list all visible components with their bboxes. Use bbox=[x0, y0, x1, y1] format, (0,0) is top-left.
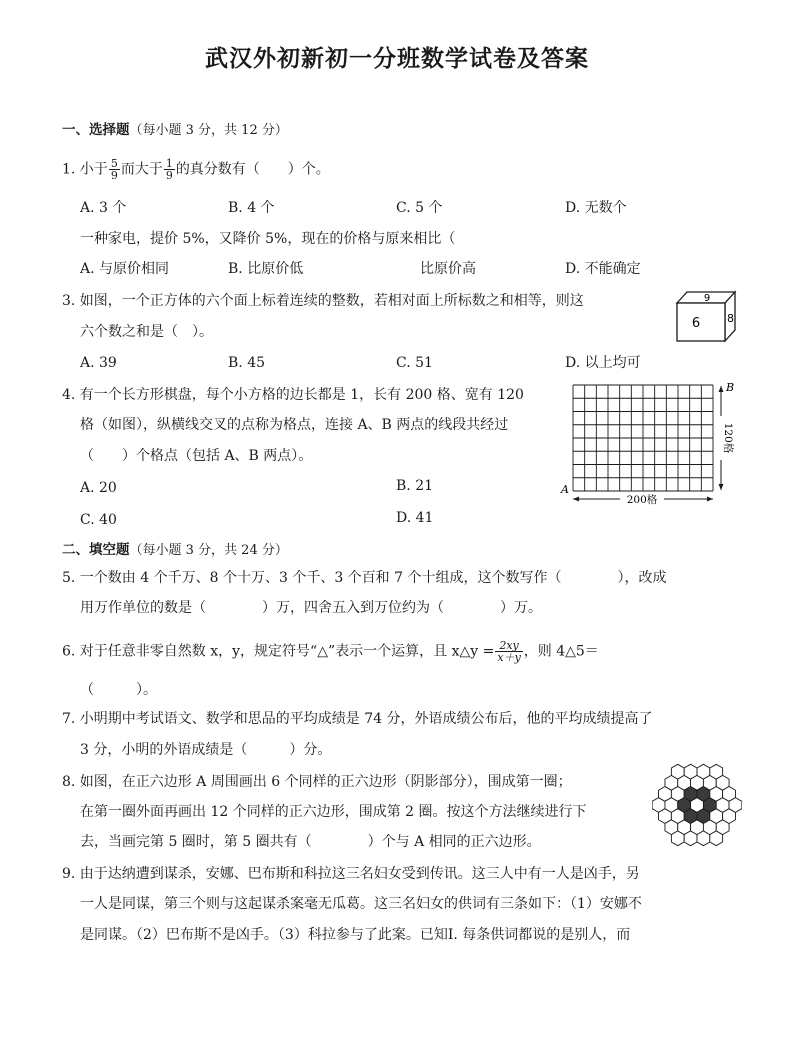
q1-prefix: 1. 小于 bbox=[62, 161, 108, 178]
width-arrow-left bbox=[573, 497, 579, 502]
question-9-line-3: 是同谋。（2）巴布斯不是凶手。（3）科拉参与了此案。已知Ⅰ. 每条供词都说的是别人，而 bbox=[80, 927, 631, 943]
q2-option-d: D. 不能确定 bbox=[565, 261, 641, 277]
q3-option-d: D. 以上均可 bbox=[565, 355, 641, 371]
section-1-note: （每小题 3 分，共 12 分） bbox=[129, 123, 288, 138]
hexagon-cells bbox=[652, 764, 742, 845]
q1-middle: 而大于 bbox=[120, 161, 163, 178]
q1-fraction-2 bbox=[164, 158, 175, 181]
q1-option-a: A. 3 个 bbox=[80, 200, 127, 216]
question-8-line-1: 8. 如图，在正六边形 A 周围画出 6 个同样的正六边形（阴影部分），围成第一圈； bbox=[62, 774, 572, 790]
q6-prefix: 6. 对于任意非零自然数 x，y，规定符号“△”表示一个运算，且 x△y = bbox=[62, 643, 495, 660]
q4-option-c: C. 40 bbox=[80, 512, 117, 528]
q1-option-b: B. 4 个 bbox=[228, 200, 275, 216]
width-label: 200格 bbox=[626, 494, 658, 506]
point-a-label: A bbox=[561, 483, 569, 496]
question-9-line-2: 一人是同谋，第三个则与这起谋杀案毫无瓜葛。这三名妇女的供词有三条如下：（1）安娜不 bbox=[80, 896, 642, 912]
height-arrow-top bbox=[719, 386, 724, 392]
q1-fraction-1 bbox=[109, 158, 120, 181]
question-6-line-1 bbox=[62, 640, 599, 663]
q6-fraction bbox=[495, 640, 522, 663]
question-9-line-1: 9. 由于达纳遭到谋杀，安娜、巴布斯和科拉这三名妇女受到传讯。这三人中有一人是凶手，另 bbox=[62, 866, 640, 882]
question-1 bbox=[62, 158, 330, 181]
q1-frac1-numerator: 5 bbox=[110, 157, 118, 170]
q2-option-c: 比原价高 bbox=[420, 261, 476, 277]
q3-option-c: C. 51 bbox=[396, 355, 433, 371]
q4-option-d: D. 41 bbox=[396, 510, 434, 526]
section-2-title: 二、填空题 bbox=[62, 542, 130, 558]
cube-front-number: 6 bbox=[691, 316, 701, 331]
q6-frac-denominator: x＋y bbox=[497, 651, 521, 664]
height-arrow-bottom bbox=[719, 484, 724, 490]
question-4-line-3: （ ）个格点（包括 A、B 两点）。 bbox=[80, 448, 313, 464]
question-3-line-2: 六个数之和是（ ）。 bbox=[80, 324, 213, 340]
q3-option-a: A. 39 bbox=[80, 355, 117, 371]
section-2-note: （每小题 3 分，共 24 分） bbox=[129, 543, 288, 558]
q2-option-b: B. 比原价低 bbox=[228, 261, 304, 277]
q1-frac1-denominator: 9 bbox=[110, 169, 118, 182]
question-8-line-2: 在第一圈外面再画出 12 个同样的正六边形，围成第 2 圈。按这个方法继续进行下 bbox=[80, 804, 587, 820]
cube-side-number: 8 bbox=[727, 312, 734, 325]
q1-suffix: 的真分数有（ ）个。 bbox=[175, 161, 330, 178]
width-arrow-right bbox=[707, 497, 713, 502]
question-4-line-2: 格（如图），纵横线交叉的点称为格点，连接 A、B 两点的线段共经过 bbox=[80, 417, 509, 433]
height-label: 120格 bbox=[722, 422, 734, 454]
section-2-heading bbox=[62, 540, 288, 561]
q6-frac-numerator: 2xy bbox=[495, 640, 522, 652]
question-3-line-1: 3. 如图，一个正方体的六个面上标着连续的整数，若相对面上所标数之和相等，则这 bbox=[62, 293, 584, 309]
cube-top-number: 9 bbox=[703, 293, 711, 304]
question-2: 一种家电，提价 5%，又降价 5%，现在的价格与原来相比（ bbox=[80, 231, 456, 247]
q1-frac2-denominator: 9 bbox=[165, 169, 173, 182]
question-4-line-1: 4. 有一个长方形棋盘，每个小方格的边长都是 1，长有 200 格、宽有 120 bbox=[62, 387, 524, 403]
question-7-line-1: 7. 小明期中考试语文、数学和思品的平均成绩是 74 分，外语成绩公布后，他的平均成绩提高了 bbox=[62, 711, 653, 727]
q4-option-b: B. 21 bbox=[396, 478, 434, 494]
grid-board-figure bbox=[556, 376, 746, 516]
hexagon-rings-figure bbox=[652, 760, 742, 850]
q6-suffix: ，则 4△5＝ bbox=[523, 643, 599, 660]
section-1-heading bbox=[62, 120, 288, 141]
q1-option-d: D. 无数个 bbox=[565, 200, 627, 216]
q1-option-c: C. 5 个 bbox=[396, 200, 443, 216]
question-7-line-2: 3 分，小明的外语成绩是（ ）分。 bbox=[80, 742, 332, 758]
q4-option-a: A. 20 bbox=[80, 480, 117, 496]
question-8-line-3: 去，当画完第 5 圈时，第 5 圈共有（ ）个与 A 相同的正六边形。 bbox=[80, 834, 541, 850]
q3-option-b: B. 45 bbox=[228, 355, 266, 371]
q1-frac2-numerator: 1 bbox=[165, 157, 173, 170]
point-b-label: B bbox=[726, 381, 735, 394]
page-title: 武汉外初新初一分班数学试卷及答案 bbox=[205, 46, 589, 72]
q2-option-a: A. 与原价相同 bbox=[80, 261, 170, 277]
question-5-line-2: 用万作单位的数是（ ）万，四舍五入到万位约为（ ）万。 bbox=[80, 600, 542, 616]
grid-lines bbox=[573, 385, 713, 491]
hexagon-cell bbox=[729, 798, 742, 813]
question-5-line-1: 5. 一个数由 4 个千万、8 个十万、3 个千、3 个百和 7 个十组成，这个数写作（ ），改成 bbox=[62, 570, 667, 586]
question-6-line-2: （ ）。 bbox=[80, 682, 157, 698]
section-1-title: 一、选择题 bbox=[62, 122, 130, 138]
cube-figure bbox=[674, 288, 738, 344]
